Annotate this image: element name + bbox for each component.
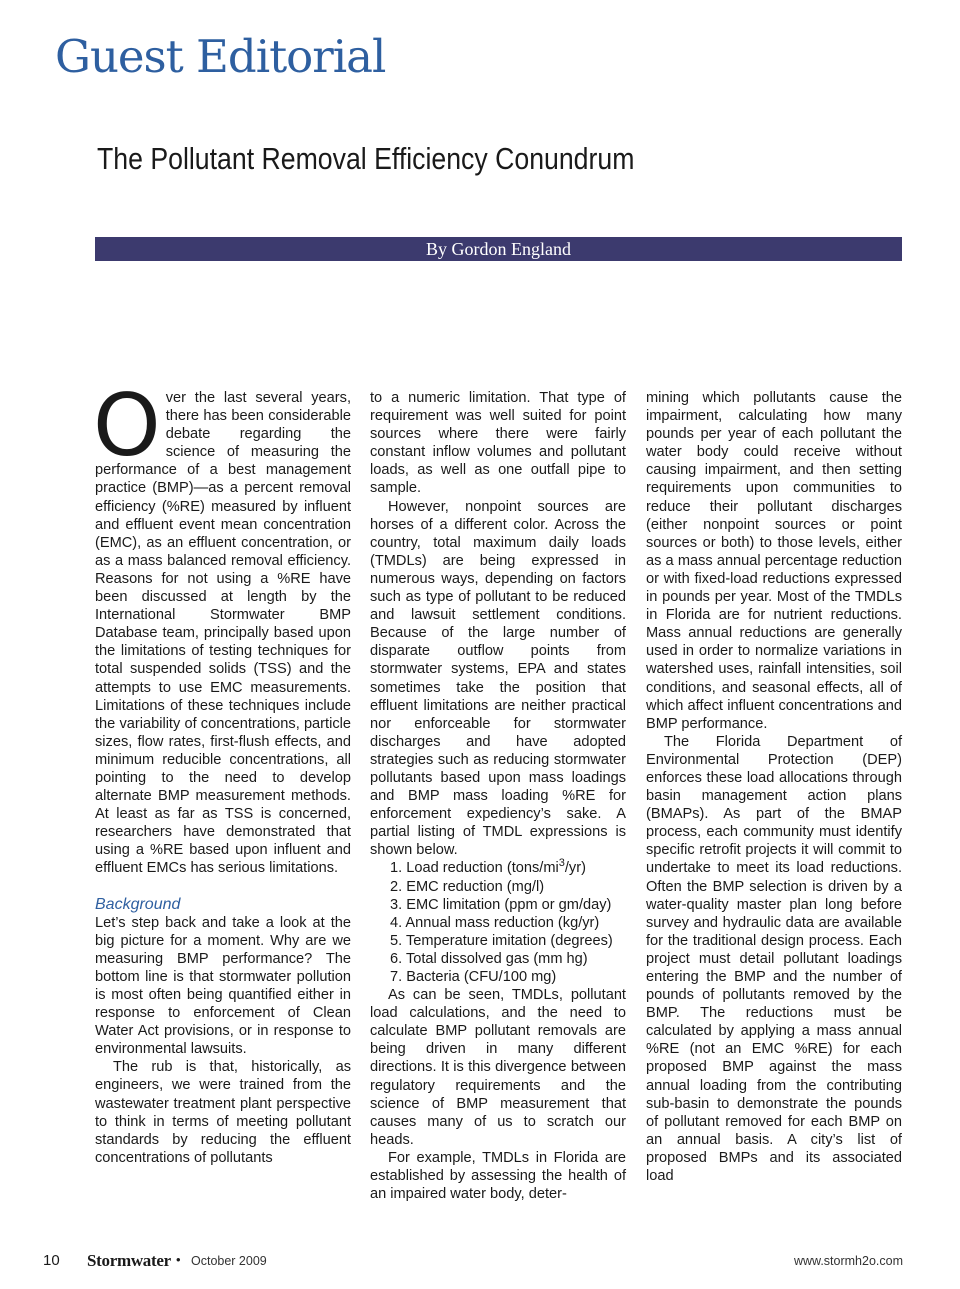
tmdl-list [370,859,626,986]
page-number: 10 [43,1252,60,1269]
list-item: 3. EMC limitation (ppm or gm/day) [390,896,612,913]
list-item: 6. Total dissolved gas (mm hg) [390,950,588,967]
list-item: 5. Temperature imitation (degrees) [390,932,613,949]
paragraph-text: ver the last several years, there has been considerable debate regarding the science of measuring the performance of a best management practice (BMP)—as a percent removal efficiency (%RE) measured by influent and effluent event mean concentration (EMC), as an effluent concentration, or as a mass balanced removal efficiency. Reasons for not using a %RE have been discussed at length by the International Stormwater BMP Database team, principally based upon the limitations of testing techniques for total suspended solids (TSS) and the attempts to use EMC measurements. Limitations of these techniques include the variability of concentrations, particle sizes, flow rates, first-flush effects, and minimum reducible concentrations, all pointing to the need to develop alternate BMP measurement methods. At least as far as TSS is concerned, researchers have demonstrated that using a %RE based upon influent and effluent EMCs has serious limitations. [95,390,351,877]
subhead-background: Background [95,895,181,913]
section-title: Guest Editorial [55,30,386,83]
byline-bar [95,237,902,261]
bullet-separator: • [176,1252,181,1267]
list-item-text: 1. Load reduction (tons/mi [390,860,559,877]
drop-cap: O [93,376,161,476]
byline: By Gordon England [426,239,571,259]
magazine-name: Stormwater [87,1251,171,1270]
paragraph: The Florida Department of Environmental Protection (DEP) enforces these load allocations through basin management action plans (BMAPs). As part of the BMAP process, each community must identify specific retrofit projects it will commit to undertake to meet its load reductions. Often the BMP selection is driven by a water-quality master plan long before survey and hydraulic data are available for the traditional design process. Each project must detail pollutant loadings entering the BMP and the number of pounds of pollutants removed by the BMP. The reductions must be calculated by applying a mass annual %RE (not an EMC %RE) for each proposed BMP against the mass annual loading from the contributing sub-basin to demonstrate the pounds of pollutant removed for each BMP on an annual basis. A city’s list of proposed BMPs and its associated load [646,733,902,1185]
website-link[interactable]: www.stormh2o.com [793,1254,903,1268]
issue-date: October 2009 [191,1254,267,1268]
paragraph: Let’s step back and take a look at the big picture for a moment. Why are we measuring BMP performance? The bottom line is that stormwater pollution is most often being quantified either in response to enforcement of Clean Water Act provisions, or in response to environmental lawsuits. [95,914,351,1058]
column-3 [646,389,902,1185]
paragraph: As can be seen, TMDLs, pollutant load calculations, and the need to calculate BMP pollutant removals are being driven in many different directions. It is this divergence between regulatory requirements and the science of BMP measurement that causes many of us to scratch our heads. [370,987,626,1148]
article-title: The Pollutant Removal Efficiency Conundrum [97,141,635,176]
list-item: 7. Bacteria (CFU/100 mg) [390,969,557,985]
list-item: 4. Annual mass reduction (kg/yr) [390,914,600,931]
column-2 [370,389,626,1203]
paragraph: For example, TMDLs in Florida are established by assessing the health of an impaired water body, deter- [370,1149,626,1203]
list-item: 2. EMC reduction (mg/l) [390,878,545,895]
paragraph: mining which pollutants cause the impairment, calculating how many pounds per year of each pollutant the water body could receive without causing impairment, and then setting requirements upon communities to reduce their pollutant discharges (either nonpoint sources or point sources or both) to those levels, either as a mass annual percentage reduction or with fixed-load reductions expressed in pounds per year. Most of the TMDLs in Florida are for nutrient reductions. Mass annual reductions are generally used in order to normalize variations in watershed uses, rainfall intensities, soil conditions, and seasonal effects, all of which affect influent concentrations and BMP performance. [646,390,902,732]
paragraph: However, nonpoint sources are horses of a different color. Across the country, total maximum daily loads (TMDLs) are being expressed in numerous ways, depending on factors such as type of pollutant to be reduced and lawsuit settlement conditions. Because of the large number of disparate outflow points from stormwater systems, EPA and states sometimes take the position that effluent limitations are neither practical nor enforceable for stormwater discharges and have adopted strategies such as reducing stormwater pollutants based upon mass loadings and BMP mass loading %RE for enforcement expediency’s sake. A partial listing of TMDL expressions is shown below. [370,498,626,859]
list-item [390,859,626,877]
list-item-text: /yr) [564,860,586,877]
paragraph [93,376,351,878]
superscript: 3 [558,857,565,870]
paragraph: The rub is that, historically, as engineers, we were trained from the wastewater treatment plant perspective to think in terms of meeting pollutant standards by reducing the effluent concentrations of pollutants [95,1059,351,1166]
column-1 [93,376,351,1167]
paragraph: to a numeric limitation. That type of requirement was well suited for point sources where there were fairly constant inflow volumes and pollutant loads, as well as one outfall pipe to sample. [370,390,626,497]
page-footer [43,1252,903,1272]
